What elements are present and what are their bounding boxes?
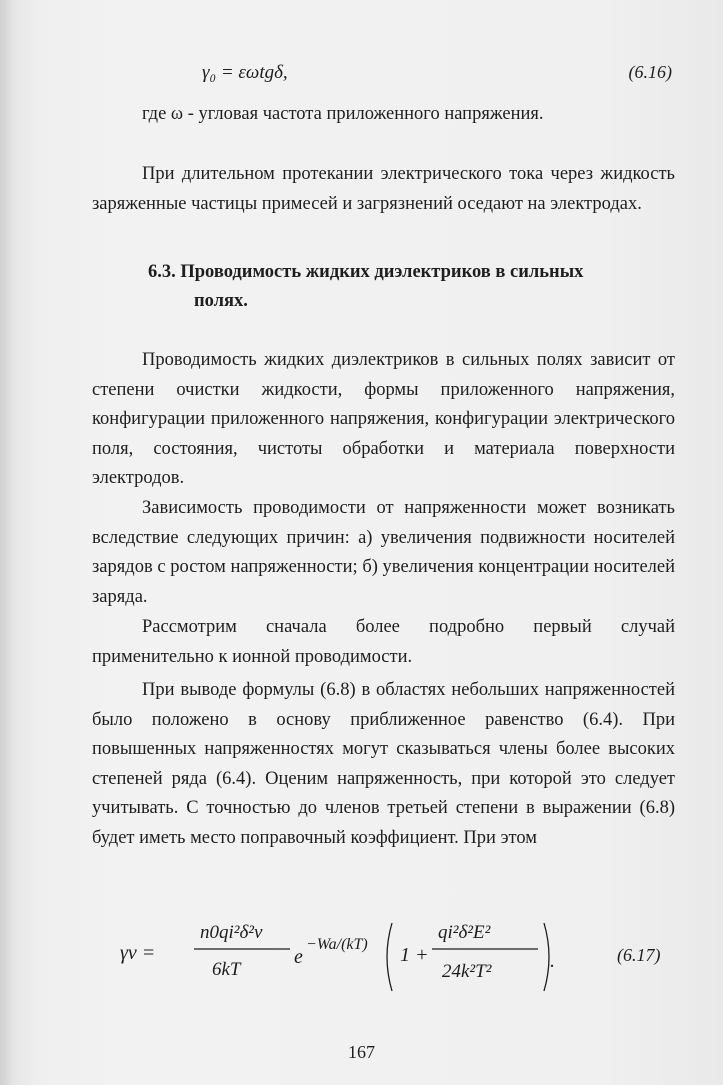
equation-6-17-e: e xyxy=(294,946,303,968)
equation-6-17 xyxy=(120,905,680,1000)
paragraph-where-omega: где ω - угловая частота приложенного напряжения. xyxy=(142,104,544,124)
paragraph-derivation: При выводе формулы (6.8) в областях небольших напряженностей было положено в основу приближенное равенство (6.4). При повышенных напряженностях могут сказываться члены более высоких степеней ряда (6.4). Оценим напряженность, при которой это следует учитывать. С точностью до членов третьей степени в выражении (6.8) будет иметь место поправочный коэффициент. При этом xyxy=(92,680,675,848)
page-number: 167 xyxy=(348,1042,375,1062)
equation-6-17-one-plus: 1 + xyxy=(400,944,429,966)
paragraph-conductivity: Проводимость жидких диэлектриков в сильных полях зависит от степени очистки жидкости, формы приложенного напряжения, конфигурации приложенного напряжения, конфигурации электрического поля, состояния, чистоты обработки и материала поверхности электродов. xyxy=(92,350,675,488)
section-heading xyxy=(148,258,628,316)
equation-6-17-number: (6.17) xyxy=(617,945,661,965)
equation-6-17-inner-numerator: qi²δ²E² xyxy=(438,922,491,943)
equation-6-17-exponent: −Wa/(kT) xyxy=(306,936,368,953)
equation-6-17-period: . xyxy=(550,950,555,972)
equation-6-17-numerator: n0qi²δ²ν xyxy=(200,922,263,943)
equation-6-17-right-paren xyxy=(544,923,549,991)
equation-6-16-formula: γ₀ = εωtgδ, xyxy=(202,62,288,83)
equation-6-16-number: (6.16) xyxy=(628,62,672,82)
equation-6-17-lhs: γv = xyxy=(120,942,156,964)
paragraph-consider: Рассмотрим сначала более подробно первый случай применительно к ионной проводимости. xyxy=(92,617,675,667)
section-heading-line1: 6.3. Проводимость жидких диэлектриков в сильных xyxy=(148,262,584,282)
equation-6-16 xyxy=(92,62,672,94)
equation-6-17-inner-denominator: 24k²T² xyxy=(442,961,492,982)
section-heading-line2: полях. xyxy=(194,291,248,311)
equation-6-17-left-paren xyxy=(387,923,392,991)
equation-6-17-denominator: 6kT xyxy=(212,959,241,980)
paragraph-deposit: При длительном протекании электрического тока через жидкость заряженные частицы примесей и загрязнений оседают на электродах. xyxy=(92,164,675,214)
paragraph-dependence: Зависимость проводимости от напряженности может возникать вследствие следующих причин: а) увеличения подвижности носителей зарядов с ростом напряженности; б) увеличения концентрации носителей заряда. xyxy=(92,498,675,607)
